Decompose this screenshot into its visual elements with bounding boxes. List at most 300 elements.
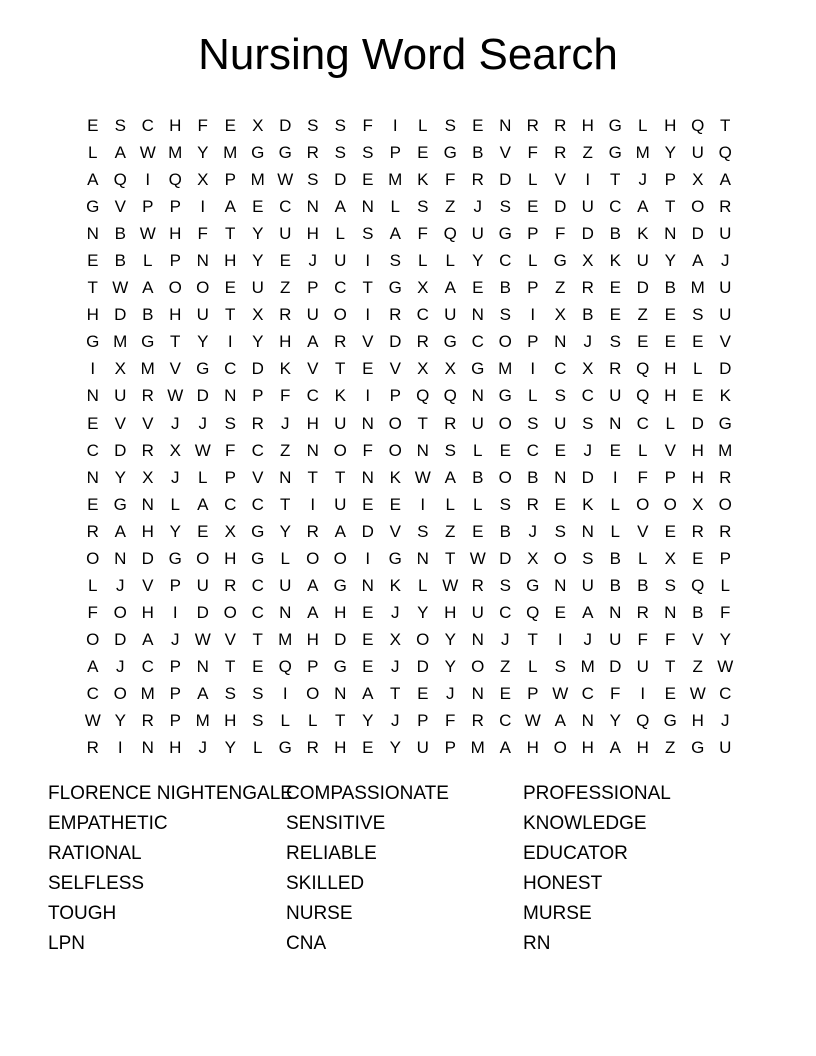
grid-letter: W xyxy=(194,440,211,460)
grid-letter: E xyxy=(609,305,621,325)
grid-letter: L xyxy=(473,440,483,460)
grid-letter: V xyxy=(307,359,319,379)
grid-letter: R xyxy=(306,143,319,163)
grid-letter: N xyxy=(361,575,374,595)
grid-letter: O xyxy=(471,656,485,676)
grid-letter: E xyxy=(692,548,704,568)
grid-letter: A xyxy=(692,251,704,271)
grid-letter: E xyxy=(472,521,484,541)
grid-letter: I xyxy=(117,738,123,758)
grid-letter: Q xyxy=(168,170,182,190)
grid-letter: U xyxy=(609,386,622,406)
grid-letter: R xyxy=(526,116,539,136)
grid-letter: T xyxy=(417,413,428,433)
grid-letter: E xyxy=(499,684,511,703)
grid-letter: V xyxy=(389,521,401,541)
grid-letter: U xyxy=(334,413,347,433)
grid-letter: D xyxy=(251,359,264,379)
grid-letter: I xyxy=(640,684,646,703)
grid-letter: B xyxy=(692,602,704,622)
grid-letter: P xyxy=(389,386,401,406)
grid-letter: V xyxy=(499,143,511,163)
grid-letter: T xyxy=(170,332,181,352)
grid-letter: W xyxy=(167,386,184,406)
grid-letter: V xyxy=(142,413,154,433)
grid-letter: G xyxy=(553,251,567,271)
grid-letter: T xyxy=(252,629,263,649)
grid-letter: Q xyxy=(636,711,650,731)
grid-letter: Y xyxy=(114,467,126,487)
grid-letter: U xyxy=(334,251,347,271)
grid-letter: E xyxy=(224,116,236,136)
grid-letter: N xyxy=(554,575,567,595)
grid-letter: R xyxy=(224,575,237,595)
word-list-item: CNA xyxy=(286,932,327,954)
grid-letter: J xyxy=(171,629,180,649)
grid-letter: H xyxy=(334,602,347,622)
grid-letter: C xyxy=(251,440,264,460)
grid-letter: P xyxy=(527,278,539,298)
grid-letter: I xyxy=(365,251,371,271)
grid-letter: X xyxy=(389,629,401,649)
word-list-item: KNOWLEDGE xyxy=(523,812,647,834)
page-title: Nursing Word Search xyxy=(198,30,618,79)
grid-letter: L xyxy=(253,738,263,758)
grid-letter: Y xyxy=(444,656,456,676)
grid-letter: N xyxy=(416,440,429,460)
grid-letter: S xyxy=(334,116,346,136)
grid-letter: N xyxy=(86,386,99,406)
word-list-item: SKILLED xyxy=(286,872,365,894)
grid-letter: S xyxy=(692,305,704,325)
grid-letter: N xyxy=(141,494,154,514)
word-list-item: SENSITIVE xyxy=(286,812,386,834)
grid-letter: D xyxy=(499,170,512,190)
grid-letter: X xyxy=(554,305,566,325)
grid-letter: D xyxy=(114,440,127,460)
grid-letter: T xyxy=(335,467,346,487)
grid-letter: J xyxy=(583,629,592,649)
grid-letter: L xyxy=(143,251,153,271)
grid-letter: E xyxy=(362,359,374,379)
grid-letter: P xyxy=(389,143,401,163)
grid-letter: B xyxy=(582,305,594,325)
grid-letter: M xyxy=(113,332,128,352)
grid-letter: J xyxy=(198,413,207,433)
grid-letter: T xyxy=(280,494,291,514)
grid-letter: G xyxy=(113,494,127,514)
grid-letter: U xyxy=(719,305,732,325)
grid-letter: G xyxy=(168,548,182,568)
grid-letter: G xyxy=(251,143,265,163)
word-list-item: SELFLESS xyxy=(48,872,145,894)
grid-letter: Q xyxy=(691,575,705,595)
grid-letter: D xyxy=(114,629,127,649)
word-list-item: RN xyxy=(523,932,551,954)
grid-letter: F xyxy=(445,711,456,731)
grid-letter: O xyxy=(388,413,402,433)
word-list-item: FLORENCE NIGHTENGALE xyxy=(48,783,293,804)
grid-letter: N xyxy=(86,224,99,244)
grid-letter: J xyxy=(583,332,592,352)
grid-letter: J xyxy=(281,413,290,433)
grid-letter: X xyxy=(582,251,594,271)
grid-letter: A xyxy=(307,602,319,622)
grid-letter: P xyxy=(169,684,181,703)
grid-letter: D xyxy=(334,629,347,649)
grid-letter: A xyxy=(114,143,126,163)
grid-letter: F xyxy=(610,684,621,703)
grid-letter: E xyxy=(362,170,374,190)
grid-letter: H xyxy=(664,359,677,379)
grid-letter: X xyxy=(527,548,539,568)
grid-letter: S xyxy=(252,684,264,703)
grid-letter: T xyxy=(225,656,236,676)
grid-letter: Y xyxy=(444,629,456,649)
grid-letter: Q xyxy=(526,602,540,622)
grid-letter: E xyxy=(417,684,429,703)
grid-letter: A xyxy=(637,197,649,217)
grid-letter: O xyxy=(553,548,567,568)
grid-letter: K xyxy=(279,359,291,379)
grid-letter: R xyxy=(471,170,484,190)
grid-letter: P xyxy=(142,197,154,217)
grid-letter: N xyxy=(471,386,484,406)
grid-letter: L xyxy=(280,711,290,731)
grid-letter: C xyxy=(306,386,319,406)
grid-letter: V xyxy=(142,575,154,595)
grid-letter: W xyxy=(112,278,129,298)
grid-letter: S xyxy=(582,413,594,433)
grid-letter: B xyxy=(499,521,511,541)
grid-letter: O xyxy=(196,278,210,298)
grid-letter: Y xyxy=(609,711,621,731)
word-list-item: TOUGH xyxy=(48,902,117,924)
grid-letter: N xyxy=(361,413,374,433)
grid-letter: A xyxy=(87,656,99,676)
grid-letter: H xyxy=(169,305,182,325)
grid-letter: X xyxy=(252,116,264,136)
grid-letter: D xyxy=(196,602,209,622)
grid-letter: N xyxy=(361,197,374,217)
word-list-item: EMPATHETIC xyxy=(48,812,168,834)
grid-letter: U xyxy=(719,278,732,298)
grid-letter: F xyxy=(720,602,731,622)
grid-letter: H xyxy=(691,440,704,460)
grid-letter: N xyxy=(224,386,237,406)
grid-letter: N xyxy=(416,548,429,568)
grid-letter: R xyxy=(141,440,154,460)
grid-letter: T xyxy=(225,224,236,244)
grid-letter: E xyxy=(252,656,264,676)
grid-letter: F xyxy=(555,224,566,244)
grid-letter: N xyxy=(499,116,512,136)
grid-letter: C xyxy=(334,278,347,298)
grid-letter: A xyxy=(307,575,319,595)
grid-letter: J xyxy=(116,575,125,595)
grid-letter: W xyxy=(84,711,101,731)
grid-letter: T xyxy=(225,305,236,325)
grid-letter: C xyxy=(471,332,484,352)
grid-letter: I xyxy=(200,197,206,217)
grid-letter: T xyxy=(720,116,731,136)
grid-letter: I xyxy=(310,494,316,514)
grid-letter: J xyxy=(501,629,510,649)
grid-letter: L xyxy=(638,440,648,460)
grid-letter: C xyxy=(609,197,622,217)
grid-letter: C xyxy=(141,116,154,136)
grid-letter: P xyxy=(169,251,181,271)
grid-letter: I xyxy=(365,386,371,406)
grid-letter: T xyxy=(335,359,346,379)
grid-letter: C xyxy=(636,413,649,433)
grid-letter: P xyxy=(307,278,319,298)
grid-letter: U xyxy=(279,224,292,244)
grid-letter: O xyxy=(306,548,320,568)
grid-letter: V xyxy=(637,521,649,541)
grid-letter: G xyxy=(608,116,622,136)
grid-letter: Y xyxy=(197,332,209,352)
grid-letter: A xyxy=(114,521,126,541)
grid-letter: H xyxy=(141,521,154,541)
grid-letter: E xyxy=(87,251,99,271)
grid-letter: P xyxy=(224,467,236,487)
grid-letter: E xyxy=(472,278,484,298)
grid-letter: U xyxy=(196,575,209,595)
grid-letter: V xyxy=(692,629,704,649)
grid-letter: I xyxy=(365,548,371,568)
grid-letter: U xyxy=(719,738,732,758)
grid-letter: A xyxy=(609,738,621,758)
grid-letter: F xyxy=(225,440,236,460)
grid-letter: G xyxy=(196,359,210,379)
grid-letter: X xyxy=(169,440,181,460)
grid-letter: N xyxy=(196,251,209,271)
grid-letter: D xyxy=(719,359,732,379)
grid-letter: J xyxy=(198,738,207,758)
grid-letter: A xyxy=(197,494,209,514)
grid-letter: M xyxy=(690,278,705,298)
grid-letter: R xyxy=(719,197,732,217)
grid-letter: P xyxy=(527,224,539,244)
grid-letter: O xyxy=(333,305,347,325)
grid-letter: O xyxy=(306,684,320,703)
grid-letter: D xyxy=(361,521,374,541)
grid-letter: A xyxy=(142,278,154,298)
grid-letter: L xyxy=(528,656,538,676)
grid-letter: R xyxy=(251,413,264,433)
grid-letter: S xyxy=(664,575,676,595)
grid-letter: Y xyxy=(197,143,209,163)
grid-letter: K xyxy=(637,224,649,244)
grid-letter: Y xyxy=(252,332,264,352)
grid-letter: R xyxy=(636,602,649,622)
grid-letter: L xyxy=(418,575,428,595)
grid-letter: N xyxy=(664,602,677,622)
grid-letter: Y xyxy=(252,251,264,271)
grid-letter: A xyxy=(362,684,374,703)
grid-letter: D xyxy=(691,224,704,244)
grid-letter: S xyxy=(224,684,236,703)
grid-letter: F xyxy=(665,629,676,649)
grid-letter: N xyxy=(279,467,292,487)
grid-letter: H xyxy=(526,738,539,758)
grid-letter: R xyxy=(334,332,347,352)
grid-letter: G xyxy=(251,548,265,568)
grid-letter: D xyxy=(499,548,512,568)
grid-letter: T xyxy=(445,548,456,568)
grid-letter: C xyxy=(526,440,539,460)
grid-letter: H xyxy=(169,224,182,244)
grid-letter: W xyxy=(277,170,294,190)
grid-letter: V xyxy=(114,413,126,433)
grid-letter: Z xyxy=(445,521,456,541)
grid-letter: L xyxy=(693,359,703,379)
grid-letter: E xyxy=(87,494,99,514)
grid-letter: D xyxy=(554,197,567,217)
grid-letter: U xyxy=(554,413,567,433)
grid-letter: X xyxy=(197,170,209,190)
grid-letter: D xyxy=(581,467,594,487)
grid-letter: A xyxy=(389,224,401,244)
grid-letter: A xyxy=(224,197,236,217)
grid-letter: L xyxy=(528,170,538,190)
grid-letter: M xyxy=(635,143,650,163)
grid-letter: Y xyxy=(389,738,401,758)
grid-letter: A xyxy=(142,629,154,649)
grid-letter: M xyxy=(250,170,265,190)
grid-letter: R xyxy=(581,278,594,298)
grid-letter: J xyxy=(391,656,400,676)
word-list-item: EDUCATOR xyxy=(523,842,628,864)
grid-letter: G xyxy=(663,711,677,731)
grid-letter: E xyxy=(664,684,676,703)
grid-letter: E xyxy=(664,305,676,325)
grid-letter: O xyxy=(636,494,650,514)
grid-letter: C xyxy=(251,602,264,622)
grid-letter: C xyxy=(499,711,512,731)
grid-letter: S xyxy=(444,440,456,460)
grid-letter: G xyxy=(251,521,265,541)
grid-letter: X xyxy=(142,467,154,487)
word-list-item: HONEST xyxy=(523,872,603,894)
grid-letter: L xyxy=(88,575,98,595)
grid-letter: Y xyxy=(169,521,181,541)
grid-letter: C xyxy=(279,197,292,217)
grid-letter: O xyxy=(691,197,705,217)
grid-letter: E xyxy=(554,440,566,460)
grid-letter: D xyxy=(141,548,154,568)
grid-letter: I xyxy=(420,494,426,514)
grid-letter: Q xyxy=(416,386,430,406)
grid-letter: S xyxy=(527,413,539,433)
grid-letter: J xyxy=(391,602,400,622)
grid-letter: R xyxy=(86,521,99,541)
grid-letter: W xyxy=(194,629,211,649)
grid-letter: E xyxy=(87,116,99,136)
grid-letter: H xyxy=(444,602,457,622)
grid-letter: H xyxy=(224,711,237,731)
grid-letter: U xyxy=(581,197,594,217)
grid-letter: K xyxy=(389,467,401,487)
grid-letter: T xyxy=(335,711,346,731)
grid-letter: L xyxy=(88,143,98,163)
grid-letter: C xyxy=(581,684,594,703)
grid-letter: J xyxy=(721,711,730,731)
grid-letter: U xyxy=(114,386,127,406)
grid-letter: Z xyxy=(555,278,566,298)
grid-letter: E xyxy=(637,332,649,352)
grid-letter: F xyxy=(280,386,291,406)
grid-letter: L xyxy=(473,494,483,514)
grid-letter: S xyxy=(554,656,566,676)
grid-letter: M xyxy=(388,170,403,190)
grid-letter: U xyxy=(691,143,704,163)
grid-letter: I xyxy=(530,359,536,379)
grid-letter: M xyxy=(168,143,183,163)
grid-letter: R xyxy=(306,738,319,758)
grid-letter: H xyxy=(636,738,649,758)
grid-letter: B xyxy=(527,467,539,487)
grid-letter: R xyxy=(719,467,732,487)
grid-letter: O xyxy=(416,629,430,649)
grid-letter: S xyxy=(362,143,374,163)
grid-letter: S xyxy=(499,305,511,325)
grid-letter: Y xyxy=(472,251,484,271)
grid-letter: X xyxy=(692,170,704,190)
word-list-item: COMPASSIONATE xyxy=(286,783,449,804)
grid-letter: M xyxy=(470,738,485,758)
word-list-column xyxy=(48,779,293,958)
grid-letter: P xyxy=(252,386,264,406)
grid-letter: S xyxy=(554,521,566,541)
grid-letter: C xyxy=(86,440,99,460)
grid-letter: D xyxy=(196,386,209,406)
grid-letter: U xyxy=(471,413,484,433)
grid-letter: E xyxy=(664,332,676,352)
grid-letter: O xyxy=(86,548,100,568)
grid-letter: C xyxy=(251,575,264,595)
grid-letter: H xyxy=(141,602,154,622)
grid-letter: X xyxy=(252,305,264,325)
grid-letter: B xyxy=(499,278,511,298)
grid-letter: L xyxy=(280,548,290,568)
grid-letter: W xyxy=(139,143,156,163)
grid-letter: T xyxy=(362,278,373,298)
grid-letter: J xyxy=(528,521,537,541)
grid-letter: X xyxy=(664,548,676,568)
grid-letter: V xyxy=(664,440,676,460)
grid-letter: E xyxy=(554,602,566,622)
grid-letter: E xyxy=(609,278,621,298)
grid-letter: S xyxy=(582,548,594,568)
grid-letter: U xyxy=(581,575,594,595)
grid-letter: H xyxy=(169,116,182,136)
grid-letter: E xyxy=(279,251,291,271)
grid-letter: F xyxy=(637,629,648,649)
grid-letter: N xyxy=(554,332,567,352)
grid-letter: S xyxy=(362,224,374,244)
grid-letter: H xyxy=(306,413,319,433)
grid-letter: R xyxy=(389,305,402,325)
grid-letter: K xyxy=(417,170,429,190)
grid-letter: N xyxy=(664,224,677,244)
grid-letter: O xyxy=(498,332,512,352)
grid-letter: I xyxy=(530,305,536,325)
grid-letter: G xyxy=(471,359,485,379)
grid-letter: E xyxy=(554,494,566,514)
grid-letter: C xyxy=(499,251,512,271)
